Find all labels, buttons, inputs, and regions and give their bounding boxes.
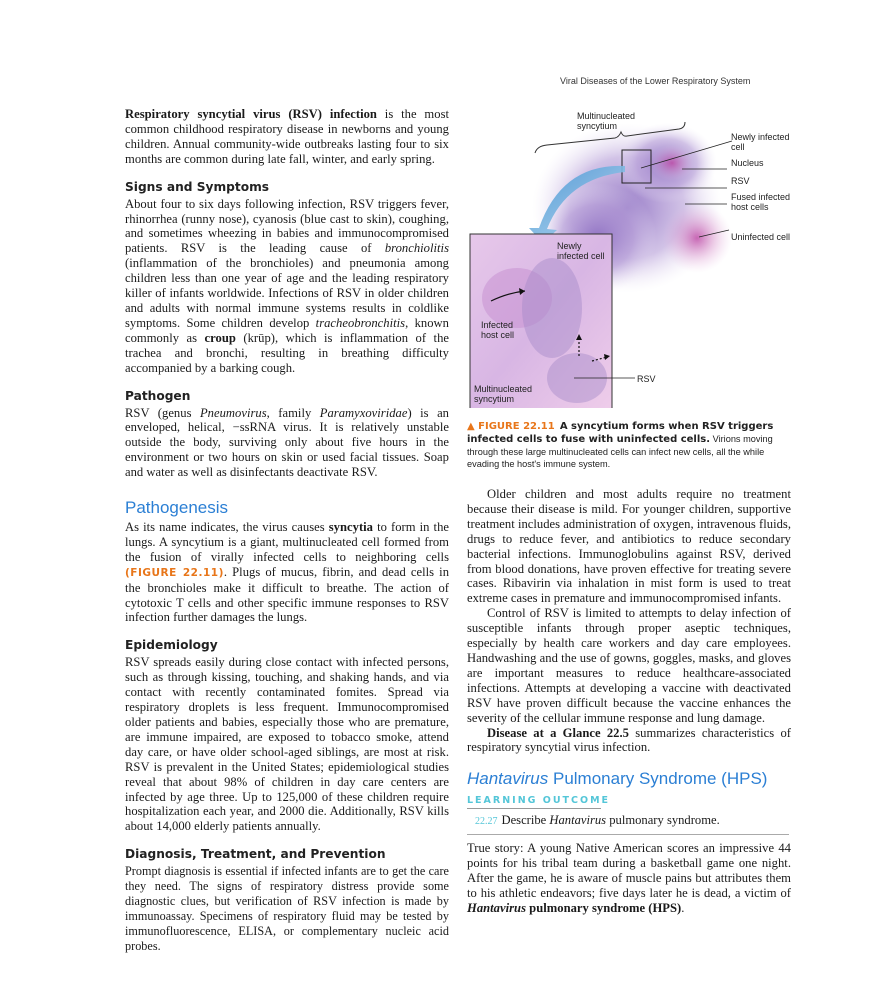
caption-label: ▲ FIGURE 22.11 — [467, 421, 555, 432]
syncytium-illustration — [467, 108, 797, 408]
caption-title: A syncytium forms when RSV triggers infected cells to fuse with uninfected cells. — [467, 421, 774, 445]
disease-at-a-glance-ref[interactable]: Disease at a Glance 22.5 — [487, 725, 629, 740]
label-rsv: RSV — [731, 176, 750, 186]
pathogen-paragraph: RSV (genus Pneumovirus, family Paramyxoviridae) is an enveloped, helical, −ssRNA virus. It is relatively unstable outside the body, surviving only about five hours in the environment or two hours on skin or used facial tissues. Soap and water as well as disinfectants deactivate RSV. — [125, 405, 449, 480]
term-tracheobronchitis: tracheobronchitis — [315, 315, 406, 330]
epidemiology-paragraph: RSV spreads easily during close contact with infected persons, such as through kissing, touching, and shaking hands, and via contact with recently contaminated fomites. Spread via respiratory droplets is less frequent. Immunocompromised older patients and babies, especially those who are premature, are immune impaired, are exposed to tobacco smoke, attend day care, or have older school-aged siblings, are most at risk. RSV is prevalent in the United States; epidemiological studies reveal that about 98% of children in day care centers are infected by age three. Up to 125,000 of these children require hospitalization each year, and 2000 die. Additionally, RSV kills about 14,000 elderly patients annually. — [125, 655, 449, 834]
running-head: Viral Diseases of the Lower Respiratory System — [560, 76, 751, 86]
right-column — [467, 487, 791, 916]
pathogenesis-heading: Pathogenesis — [125, 498, 229, 518]
signs-paragraph: About four to six days following infection, RSV triggers fever, rhinorrhea (runny nose), cyanosis (blue cast to skin), coughing, and sometimes wheezing in babies and immunocompromised patients. RSV is the leading cause of bronchiolitis (inflammation of the bronchioles) and pneumonia among children less than one year of age and the leading respiratory killer of infants worldwide. Infections of RSV in older children and adults with normal immune systems results in coldlike symptoms. Some children develop tracheobronchitis, known commonly as croup (krūp), which is inflammation of the trachea and bronchi, resulting in breathing difficulty accompanied by a barking cough. — [125, 196, 449, 375]
term-syncytia: syncytia — [328, 520, 373, 535]
term-bronchiolitis: bronchiolitis — [384, 241, 449, 256]
left-column — [125, 107, 449, 954]
learning-outcome-divider — [467, 808, 601, 809]
pathogen-heading: Pathogen — [125, 388, 191, 403]
hps-heading: Hantavirus Pulmonary Syndrome (HPS) — [467, 769, 768, 789]
inset-label-infected-host-cell: Infected host cell — [481, 320, 515, 340]
intro-term: Respiratory syncytial virus (RSV) infection — [125, 107, 377, 121]
diagnosis-paragraph: Prompt diagnosis is essential if infected infants are to get the care they need. The signs of respiratory distress provide some diagnostic clues, but verification of RSV infection is made by immunoassay. Specimens of respiratory fluid may be tested by immunofluorescence, ELISA, or complementary nucleic acid probes. — [125, 864, 449, 953]
epidemiology-heading: Epidemiology — [125, 638, 218, 653]
figure-caption — [467, 420, 792, 470]
label-nucleus: Nucleus — [731, 158, 764, 168]
label-fused-infected-host-cells: Fused infected host cells — [731, 192, 791, 212]
label-multinucleated-syncytium: Multinucleated syncytium — [577, 111, 636, 131]
inset-label-multinucleated-syncytium: Multinucleated syncytium — [474, 384, 533, 404]
diagnosis-heading: Diagnosis, Treatment, and Prevention — [125, 847, 386, 862]
label-uninfected-cell: Uninfected cell — [731, 232, 791, 242]
learning-outcome-item: 22.27 Describe Hantavirus pulmonary syndrome. — [475, 813, 720, 828]
label-newly-infected-cell: Newly infected cell — [731, 132, 790, 152]
learning-outcome-number: 22.27 — [475, 816, 498, 828]
term-croup: croup — [204, 330, 236, 345]
inset-label-rsv: RSV — [637, 374, 656, 384]
learning-outcome-bottom-divider — [467, 834, 789, 835]
glance-paragraph: Disease at a Glance 22.5 summarizes characteristics of respiratory syncytial virus infection. — [467, 725, 791, 755]
learning-outcome-label: LEARNING OUTCOME — [467, 795, 611, 807]
signs-heading: Signs and Symptoms — [125, 179, 270, 194]
caption-text: Virions moving through these large multinucleated cells can infect new cells, all the while evading the host's immune system. — [467, 434, 773, 469]
inset-label-newly-infected-cell: Newly infected cell — [557, 241, 605, 261]
treatment-paragraph: Older children and most adults require no treatment because their disease is mild. For younger children, supportive treatment includes administration of oxygen, intravenous fluids, drugs to reduce fever, and antibiotics to reduce secondary bacterial infections. Immunoglobulins against RSV, derived from blood donations, have proven effective for treating severe cases. Ribavirin via inhalation in mist form is used to treat extreme cases in premature and immunocompromised infants. — [467, 487, 791, 606]
intro-paragraph: Respiratory syncytial virus (RSV) infection is the most common childhood respiratory disease in newborns and young children. Annual community-wide outbreaks lasting four to six months are common during late fall, winter, and early spring. — [125, 107, 450, 166]
control-paragraph: Control of RSV is limited to attempts to delay infection of susceptible infants through proper aseptic techniques, especially by health care workers and day care employees. Handwashing and the use of gowns, goggles, masks, and gloves are important measures to reduce healthcare-associated infections. Attempts at developing a vaccine with deactivated RSV have proven difficult because the vaccine enhances the severity of the cellular immune response and lung damage. — [467, 606, 791, 725]
figure-22-11 — [467, 108, 797, 408]
story-paragraph: True story: A young Native American scores an impressive 44 points for his tribal team during a basketball game one night. After the game, he is aware of muscle pains but attributes them to his athletic endeavors; five days later he is dead, a victim of Hantavirus pulmonary syndrome (HPS). — [467, 841, 791, 915]
figure-reference-link[interactable]: (FIGURE 22.11) — [125, 566, 224, 579]
pathogenesis-paragraph: As its name indicates, the virus causes syncytia to form in the lungs. A syncytium is a giant, multinucleated cell formed from the fusion of virally infected cells to neighboring cells (FIGURE 22.11). Plugs of mucus, fibrin, and dead cells in the bronchioles make it difficult to breathe. The action of cytotoxic T cells and other specific immune responses to RSV infection further damages the lungs. — [125, 520, 450, 625]
